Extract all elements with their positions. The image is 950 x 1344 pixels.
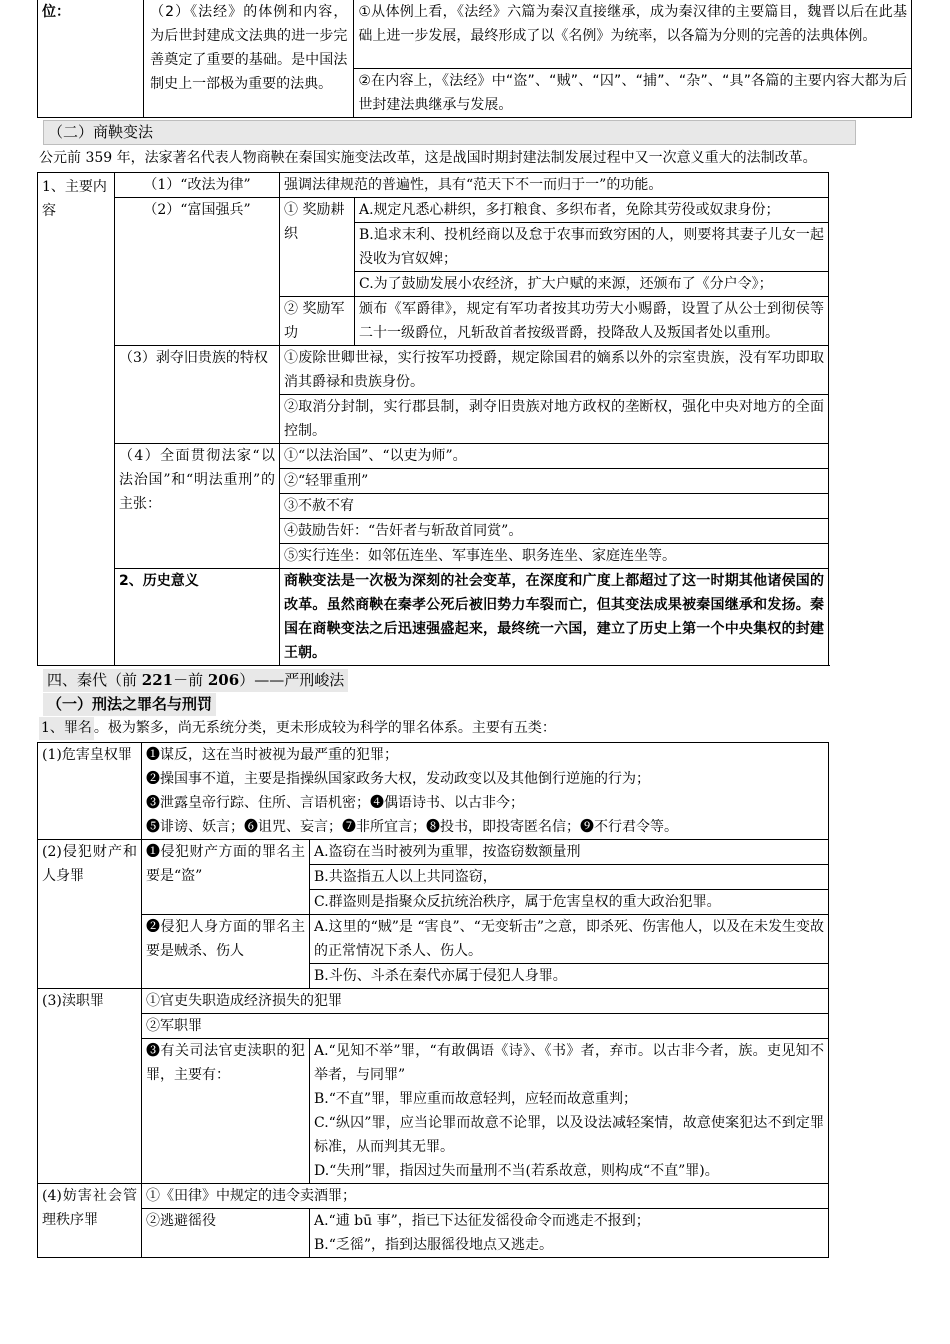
qin-subheading: （一）刑法之罪名与刑罚 [43, 693, 216, 716]
fajing-col1: 位： [38, 0, 144, 118]
shangyang-table [37, 172, 829, 666]
sub1-row-c: C.为了鼓励发展小农经济，扩大户赋的来源，还颁布了《分户令》； [355, 272, 829, 297]
item3-row-2: ②取消分封制，实行郡县制，剥夺旧贵族对地方政权的垄断权，强化中央对地方的全面控制。 [280, 395, 829, 444]
crime-intro [37, 717, 912, 740]
qin-crimes-table [37, 742, 829, 1258]
item1-label: （1）“改法为律” [115, 173, 280, 198]
g2b-label: ❷侵犯人身方面的罪名主要是贼杀、伤人 [142, 915, 310, 989]
item2-label: （2）“富国强兵” [115, 198, 280, 346]
crime-text: 。极为繁多，尚无系统分类，更未形成较为科学的罪名体系。主要有五类： [93, 720, 556, 736]
g1-content [142, 743, 829, 840]
fajing-row-1: ①从体例上看，《法经》六篇为秦汉直接继承，成为秦汉律的主要篇目，魏晋以后在此基础上进一步发展，最终形成了以《名例》为统率，以各篇为分则的完善的法典体例。 [354, 0, 912, 69]
item4-label: （4）全面贯彻法家“以法治国”和“明法重刑”的主张： [115, 444, 280, 569]
g2b-row-a: A.这里的“贼”是 “害良”、“无变斩击”之意，即杀死、伤害他人，以及在未发生变故的正常情况下杀人、伤人。 [310, 915, 829, 964]
g3-row-1: ①官吏失职造成经济损失的犯罪 [142, 989, 829, 1014]
g2-label: (2)侵犯财产和人身罪 [38, 840, 142, 989]
qin-heading: 四、秦代（前 221－前 206）——严刑峻法 [43, 669, 348, 692]
g3c-line-c: C.“纵囚”罪，应当论罪而故意不论罪，以及设法减轻案情，故意使案犯达不到定罪标准，从而判其无罪。 [314, 1115, 824, 1155]
item4-row-3: ③不赦不宥 [280, 494, 829, 519]
g2b-row-b: B.斗伤、斗杀在秦代亦属于侵犯人身罪。 [310, 964, 829, 989]
fajing-col2: （2）《法经》的体例和内容，为后世封建成文法典的进一步完善奠定了重要的基础。是中国法制史上一部极为重要的法典。 [144, 0, 354, 118]
shangyang-intro: 公元前 359 年，法家著名代表人物商鞅在秦国实施变法改革，这是战国时期封建法制发展过程中又一次意义重大的法制改革。 [39, 150, 817, 166]
g1-line-3: ❸泄露皇帝行踪、住所、言语机密；❹偶语诗书、以古非今； [146, 795, 524, 811]
g2a-row-c: C.群盗则是指聚众反抗统治秩序，属于危害皇权的重大政治犯罪。 [310, 890, 829, 915]
sub2-text: 颁布《军爵律》，规定有军功者按其功劳大小赐爵，设置了从公士到彻侯等二十一级爵位，凡斩敌首者按级晋爵，投降敌人及叛国者处以重刑。 [355, 297, 829, 346]
sub1-label: ① 奖励耕织 [280, 198, 355, 297]
g1-line-4: ❺诽谤、妖言；❻诅咒、妄言；❼非所宜言；❽投书，即投寄匿名信；❾不行君令等。 [146, 819, 678, 835]
g3c-line-a: A.“见知不举”罪，“有敢偶语《诗》、《书》者，弃市。以古非今者，族。吏见知不举者，与同罪” [314, 1043, 824, 1083]
g4b-content [310, 1209, 829, 1258]
sub1-row-a: A.规定凡悉心耕织，多打粮食、多织布者，免除其劳役或奴隶身份； [355, 198, 829, 223]
g2a-row-b: B.共盗指五人以上共同盗窃， [310, 865, 829, 890]
g4-row-1: ①《田律》中规定的违令卖酒罪； [142, 1184, 829, 1209]
item4-row-1: ①“以法治国”、“以吏为师”。 [280, 444, 829, 469]
item3-row-1: ①废除世卿世禄，实行按军功授爵，规定除国君的嫡系以外的宗室贵族，没有军功即取消其爵禄和贵族身份。 [280, 346, 829, 395]
g1-line-2: ❷操国事不道，主要是指操纵国家政务大权，发动政变以及其他倒行逆施的行为； [146, 771, 650, 787]
item1-text: 强调法律规范的普遍性，具有“范天下不一而归于一”的功能。 [280, 173, 829, 198]
g2a-label: ❶侵犯财产方面的罪名主要是“盗” [142, 840, 310, 915]
g3-row-2: ②军职罪 [142, 1014, 829, 1039]
item4-row-4: ④鼓励告奸：“告奸者与斩敌首同赏”。 [280, 519, 829, 544]
g3c-content [310, 1039, 829, 1184]
g4b-line-a: A.“逋 bū 事”，指已下达征发徭役命令而逃走不报到； [314, 1213, 650, 1229]
g4b-label: ②逃避徭役 [142, 1209, 310, 1258]
item3-label: （3）剥夺旧贵族的特权 [115, 346, 280, 444]
qin-heading-wrap [43, 669, 912, 692]
section-heading-bar [43, 120, 856, 145]
item4-row-5: ⑤实行连坐：如邻伍连坐、军事连坐、职务连坐、家庭连坐等。 [280, 544, 829, 569]
g3-label: (3)渎职罪 [38, 989, 142, 1184]
significance-label: 2、历史意义 [115, 569, 280, 666]
item4-row-2: ②“轻罪重刑” [280, 469, 829, 494]
g1-label: (1)危害皇权罪 [38, 743, 142, 840]
qin-subheading-wrap [43, 693, 912, 716]
g3c-line-d: D.“失刑”罪，指因过失而量刑不当(若系故意，则构成“不直”罪)。 [314, 1163, 719, 1179]
fajing-table [37, 0, 912, 118]
significance-text: 商鞅变法是一次极为深刻的社会变革，在深度和广度上都超过了这一时期其他诸侯国的改革。虽然商鞅在秦孝公死后被旧势力车裂而亡，但其变法成果被秦国继承和发扬。秦国在商鞅变法之后迅速强盛起来，最终统一六国，建立了历史上第一个中央集权的封建王朝。 [280, 569, 829, 666]
g4-label: (4)妨害社会管理秩序罪 [38, 1184, 142, 1258]
sub2-label: ② 奖励军功 [280, 297, 355, 346]
section-heading-shangyang: （二）商鞅变法 [44, 121, 157, 144]
crime-label: 1、罪名 [39, 717, 94, 740]
fajing-row-2: ②在内容上，《法经》中“盗”、“贼”、“囚”、“捕”、“杂”、“具”各篇的主要内容大都为后世封建法典继承与发展。 [354, 69, 912, 118]
g2a-row-a: A.盗窃在当时被列为重罪，按盗窃数额量刑 [310, 840, 829, 865]
g4b-line-b: B.“乏徭”，指到达服徭役地点又逃走。 [314, 1237, 554, 1253]
g1-line-1: ❶谋反，这在当时被视为最严重的犯罪； [146, 747, 398, 763]
g3c-line-b: B.“不直”罪，罪应重而故意轻判，应轻而故意重判； [314, 1091, 638, 1107]
g3c-label: ❸有关司法官吏渎职的犯罪，主要有： [142, 1039, 310, 1184]
document-page [37, 0, 912, 1258]
sub1-row-b: B.追求末利、投机经商以及怠于农事而致穷困的人，则要将其妻子儿女一起没收为官奴婢； [355, 223, 829, 272]
main-content-label: 1、主要内容 [38, 173, 115, 666]
